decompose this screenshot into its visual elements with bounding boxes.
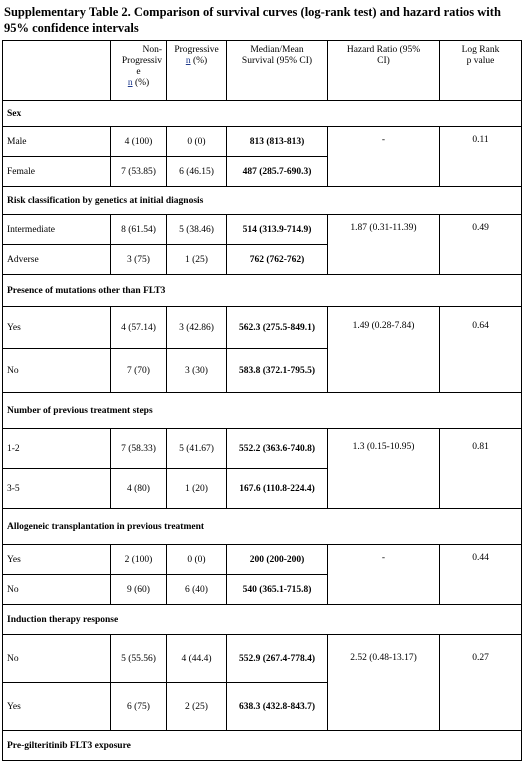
progressive-cell: 2 (25) <box>167 683 227 731</box>
section-row <box>3 275 522 307</box>
table-title: Supplementary Table 2. Comparison of survival curves (log-rank test) and hazard ratios with 95% confidence intervals <box>4 5 501 35</box>
header-median-survival: Median/Mean Survival (95% CI) <box>227 41 328 101</box>
row-label: Yes <box>3 307 111 349</box>
median-survival-cell: 514 (313.9-714.9) <box>227 215 328 245</box>
non-progressive-cell: 6 (75) <box>111 683 167 731</box>
header-progressive: Progressive n (%) <box>167 41 227 101</box>
section-label: Allogeneic transplantation in previous treatment <box>3 509 522 545</box>
non-progressive-cell: 4 (80) <box>111 469 167 509</box>
hazard-ratio-cell: 1.3 (0.15-10.95) <box>328 429 440 509</box>
log-rank-cell: 0.81 <box>440 429 522 509</box>
n-symbol: n <box>185 56 191 66</box>
table-row <box>3 545 522 575</box>
section-row <box>3 187 522 215</box>
section-label: Sex <box>3 101 522 127</box>
progressive-cell: 5 (38.46) <box>167 215 227 245</box>
median-survival-cell: 583.8 (372.1-795.5) <box>227 349 328 393</box>
median-survival-cell: 487 (285.7-690.3) <box>227 157 328 187</box>
hazard-ratio-cell: - <box>328 545 440 605</box>
non-progressive-cell: 2 (100) <box>111 545 167 575</box>
log-rank-cell: 0.64 <box>440 307 522 393</box>
median-survival-cell: 813 (813-813) <box>227 127 328 157</box>
non-progressive-cell: 5 (55.56) <box>111 635 167 683</box>
log-rank-cell: 0.11 <box>440 127 522 187</box>
hazard-ratio-cell: 2.52 (0.48-13.17) <box>328 635 440 731</box>
progressive-cell: 4 (44.4) <box>167 635 227 683</box>
progressive-cell: 3 (42.86) <box>167 307 227 349</box>
section-label: Pre-gilteritinib FLT3 exposure <box>3 731 522 761</box>
row-label: Female <box>3 157 111 187</box>
row-label: No <box>3 575 111 605</box>
row-label: No <box>3 635 111 683</box>
table-row <box>3 215 522 245</box>
log-rank-cell: 0.49 <box>440 215 522 275</box>
progressive-cell: 3 (30) <box>167 349 227 393</box>
median-survival-cell: 200 (200-200) <box>227 545 328 575</box>
row-label: Intermediate <box>3 215 111 245</box>
non-progressive-cell: 7 (53.85) <box>111 157 167 187</box>
row-label: 3-5 <box>3 469 111 509</box>
hazard-ratio-cell: - <box>328 127 440 187</box>
header-row <box>3 41 522 101</box>
header-hazard-ratio: Hazard Ratio (95% CI) <box>328 41 440 101</box>
median-survival-cell: 762 (762-762) <box>227 245 328 275</box>
median-survival-cell: 562.3 (275.5-849.1) <box>227 307 328 349</box>
progressive-cell: 6 (46.15) <box>167 157 227 187</box>
non-progressive-cell: 7 (70) <box>111 349 167 393</box>
section-label: Presence of mutations other than FLT3 <box>3 275 522 307</box>
non-progressive-cell: 3 (75) <box>111 245 167 275</box>
median-survival-cell: 552.2 (363.6-740.8) <box>227 429 328 469</box>
log-rank-cell: 0.44 <box>440 545 522 605</box>
non-progressive-cell: 4 (100) <box>111 127 167 157</box>
section-row <box>3 605 522 635</box>
section-row <box>3 393 522 429</box>
progressive-cell: 0 (0) <box>167 127 227 157</box>
row-label: No <box>3 349 111 393</box>
hazard-ratio-cell: 1.87 (0.31-11.39) <box>328 215 440 275</box>
progressive-cell: 1 (20) <box>167 469 227 509</box>
progressive-cell: 5 (41.67) <box>167 429 227 469</box>
median-survival-cell: 552.9 (267.4-778.4) <box>227 635 328 683</box>
median-survival-cell: 167.6 (110.8-224.4) <box>227 469 328 509</box>
section-label: Number of previous treatment steps <box>3 393 522 429</box>
survival-table <box>2 40 522 761</box>
progressive-cell: 0 (0) <box>167 545 227 575</box>
row-label: Adverse <box>3 245 111 275</box>
section-row <box>3 101 522 127</box>
non-progressive-cell: 8 (61.54) <box>111 215 167 245</box>
section-row <box>3 731 522 761</box>
progressive-cell: 6 (40) <box>167 575 227 605</box>
section-label: Induction therapy response <box>3 605 522 635</box>
non-progressive-cell: 9 (60) <box>111 575 167 605</box>
row-label: Yes <box>3 683 111 731</box>
row-label: Male <box>3 127 111 157</box>
median-survival-cell: 540 (365.1-715.8) <box>227 575 328 605</box>
section-row <box>3 509 522 545</box>
hazard-ratio-cell: 1.49 (0.28-7.84) <box>328 307 440 393</box>
header-non-progressive: Non- Progressiv e n (%) <box>111 41 167 101</box>
non-progressive-cell: 4 (57.14) <box>111 307 167 349</box>
header-variable <box>3 41 111 101</box>
row-label: Yes <box>3 545 111 575</box>
progressive-cell: 1 (25) <box>167 245 227 275</box>
table-row <box>3 635 522 683</box>
median-survival-cell: 638.3 (432.8-843.7) <box>227 683 328 731</box>
table-row <box>3 429 522 469</box>
log-rank-cell: 0.27 <box>440 635 522 731</box>
non-progressive-cell: 7 (58.33) <box>111 429 167 469</box>
n-symbol: n <box>127 78 133 88</box>
section-label: Risk classification by genetics at initial diagnosis <box>3 187 522 215</box>
table-row <box>3 127 522 157</box>
table-row <box>3 307 522 349</box>
header-log-rank: Log Rank p value <box>440 41 522 101</box>
row-label: 1-2 <box>3 429 111 469</box>
